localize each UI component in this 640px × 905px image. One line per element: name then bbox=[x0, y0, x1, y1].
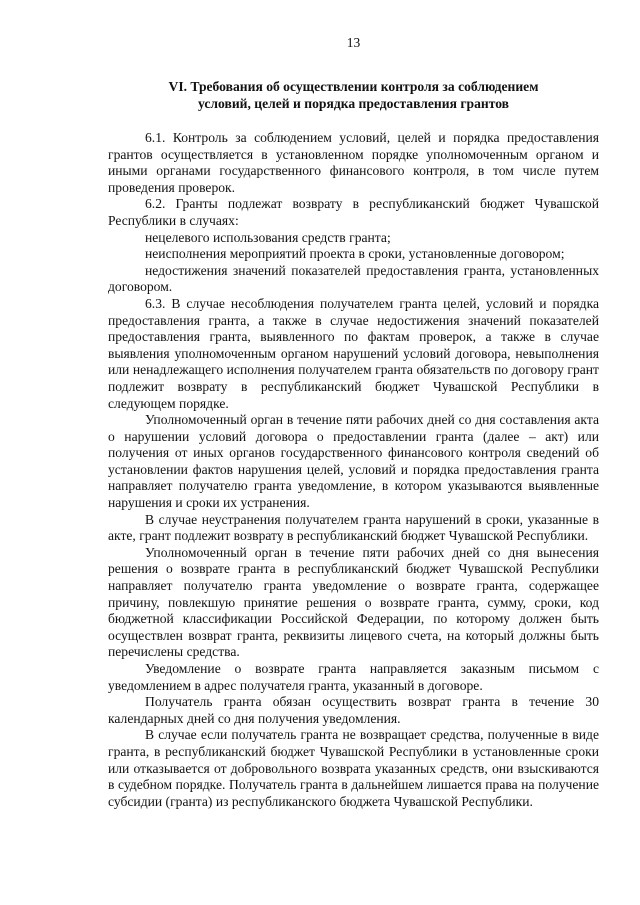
section-heading bbox=[108, 78, 599, 112]
list-item-misuse: нецелевого использования средств гранта; bbox=[145, 229, 391, 245]
paragraph-return-deadline: Получатель гранта обязан осуществить возврат гранта в течение 30 календарных дней со дня получения уведомления. bbox=[108, 694, 599, 726]
paragraph-non-elimination: В случае неустранения получателем гранта нарушений в сроки, указанные в акте, грант подлежит возврату в республиканский бюджет Чувашской Республики. bbox=[108, 511, 599, 544]
paragraph-return-decision: Уполномоченный орган в течение пяти рабочих дней со дня вынесения решения о возврате гранта в республиканский бюджет Чувашской Республики направляет получателю гранта уведомление о возврате гранта, содержащее причину, повлекшую принятие решения о возврате гранта, сумму, сроки, код бюджетной классификации Российской Федерации, по которому должен быть осуществлен возврат гранта, реквизиты лицевого счета, на который должны быть перечислены средства. bbox=[108, 544, 599, 660]
list-item-indicators: недостижения значений показателей предоставления гранта, установленных договором. bbox=[108, 262, 599, 295]
document-body bbox=[108, 130, 599, 810]
paragraph-6-2: 6.2. Гранты подлежат возврату в республиканский бюджет Чувашской Республики в случаях: bbox=[108, 196, 599, 228]
paragraph-notification: Уполномоченный орган в течение пяти рабочих дней со дня составления акта о нарушении условий договора о предоставлении гранта (далее – акт) или получения от иных органов государственного финансового контроля сведений об установлении фактов нарушения целей, условий и порядка предоставления гранта направляет получателю гранта уведомление, в котором указываются выявленные нарушения и сроки их устранения. bbox=[108, 412, 599, 511]
paragraph-court-recovery: В случае если получатель гранта не возвращает средства, полученные в виде гранта, в республиканский бюджет Чувашской Республики в установленные сроки или отказывается от добровольного возврата указанных средств, они взыскиваются в судебном порядке. Получатель гранта в дальнейшем лишается права на получение субсидии (гранта) из республиканского бюджета Чувашской Республики. bbox=[108, 727, 599, 809]
paragraph-6-1: 6.1. Контроль за соблюдением условий, целей и порядка предоставления грантов осуществляется в установленном порядке уполномоченным органом и иными органами государственного финансового контроля, в том числе путем проведения проверок. bbox=[108, 130, 599, 195]
list-item-nonfulfillment: неисполнения мероприятий проекта в сроки, установленные договором; bbox=[145, 246, 565, 262]
section-heading-line-2: условий, целей и порядка предоставления грантов bbox=[197, 96, 510, 111]
paragraph-6-3: 6.3. В случае несоблюдения получателем гранта целей, условий и порядка предоставления гранта, а также в случае недостижения значений показателей предоставления гранта, выявленного по фактам проверок, а также в случае выявления уполномоченным органом нарушений условий договора, невыполнения или ненадлежащего исполнения получателем гранта обязательств по договору грант подлежит возврату в республиканский бюджет Чувашской Республики в следующем порядке. bbox=[108, 295, 599, 411]
page-number: 13 bbox=[346, 35, 361, 50]
paragraph-registered-letter: Уведомление о возврате гранта направляется заказным письмом с уведомлением в адрес получателя гранта, указанный в договоре. bbox=[108, 661, 599, 693]
section-heading-line-1: VI. Требования об осуществлении контроля за соблюдением bbox=[168, 79, 539, 94]
